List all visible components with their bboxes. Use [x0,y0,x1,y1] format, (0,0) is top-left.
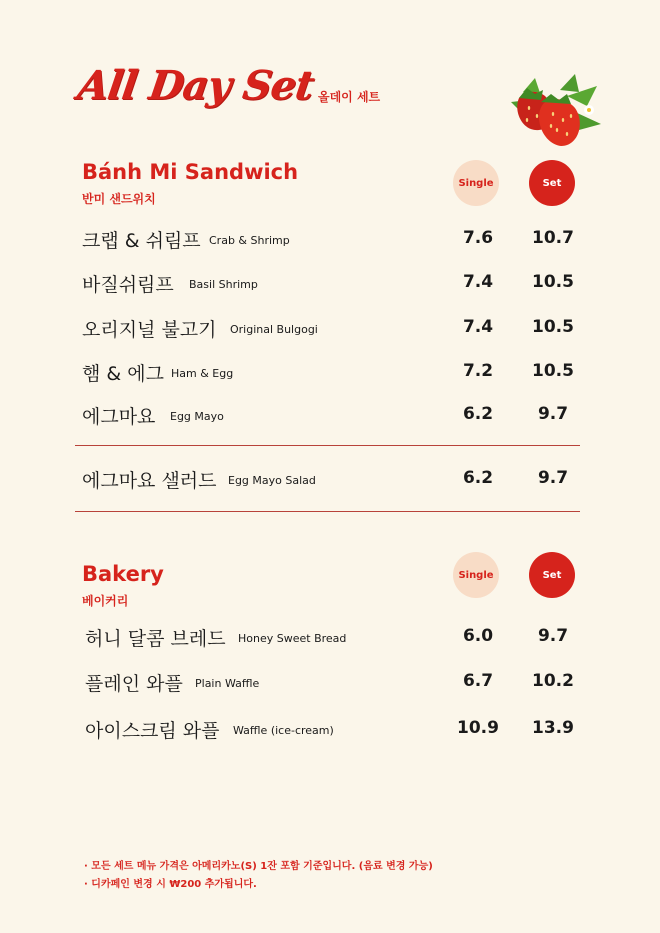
menu-item [0,400,660,430]
single-badge: Single [453,552,499,598]
item-name-ko: 플레인 와플 [85,673,183,695]
item-name-ko: 오리지널 불고기 [82,319,217,341]
item-name-ko: 햄 & 에그 [82,363,164,385]
note-item: · 디카페인 변경 시 ₩200 추가됩니다. [84,879,257,890]
item-name-ko: 크랩 & 쉬림프 [82,230,201,252]
item-name-en: Basil Shrimp [189,278,258,291]
menu-item [0,667,660,697]
price-set: 10.2 [532,671,574,691]
section-subtitle: 베이커리 [82,594,129,608]
price-single: 6.0 [462,626,494,646]
strawberry-icon [505,72,603,152]
menu-item [0,268,660,298]
item-name-en: Egg Mayo Salad [228,474,316,487]
item-name-ko: 에그마요 샐러드 [82,470,217,492]
price-single: 6.7 [462,671,494,691]
price-single: 7.6 [462,228,494,248]
price-single: 7.4 [462,272,494,292]
price-set: 9.7 [537,626,569,646]
single-badge: Single [453,160,499,206]
item-name-en: Plain Waffle [195,677,260,690]
section-title: Bánh Mi Sandwich [82,160,299,184]
price-single: 6.2 [462,468,494,488]
section-subtitle: 반미 샌드위치 [82,192,156,206]
menu-item [0,357,660,387]
menu-item [0,224,660,254]
footnotes [84,858,433,894]
item-name-en: Honey Sweet Bread [238,632,347,645]
price-single: 7.4 [462,317,494,337]
price-set: 13.9 [532,718,574,738]
item-name-ko: 허니 달콤 브레드 [85,628,226,650]
set-badge: Set [529,160,575,206]
item-name-en: Crab & Shrimp [209,234,290,247]
menu-item [0,464,660,494]
divider [75,511,580,512]
item-name-ko: 바질쉬림프 [82,274,174,296]
menu-subtitle: 올데이 세트 [318,90,381,104]
item-name-en: Egg Mayo [170,410,224,423]
item-name-ko: 아이스크림 와플 [85,720,220,742]
price-single: 6.2 [462,404,494,424]
menu-item [0,622,660,652]
price-single: 7.2 [462,361,494,381]
divider [75,445,580,446]
note-item: · 모든 세트 메뉴 가격은 아메리카노(S) 1잔 포함 기준입니다. (음료 변경 가능) [84,861,433,872]
menu-title-logo: All Day Set [74,62,317,109]
item-name-ko: 에그마요 [82,406,156,428]
price-set: 10.7 [532,228,574,248]
price-set: 10.5 [532,361,574,381]
item-name-en: Original Bulgogi [230,323,318,336]
menu-item [0,714,660,744]
item-name-en: Ham & Egg [171,367,234,380]
price-single: 10.9 [457,718,499,738]
price-set: 9.7 [537,468,569,488]
item-name-en: Waffle (ice-cream) [233,724,334,737]
section-title: Bakery [82,562,164,586]
price-set: 9.7 [537,404,569,424]
menu-item [0,313,660,343]
price-set: 10.5 [532,272,574,292]
set-badge: Set [529,552,575,598]
price-set: 10.5 [532,317,574,337]
